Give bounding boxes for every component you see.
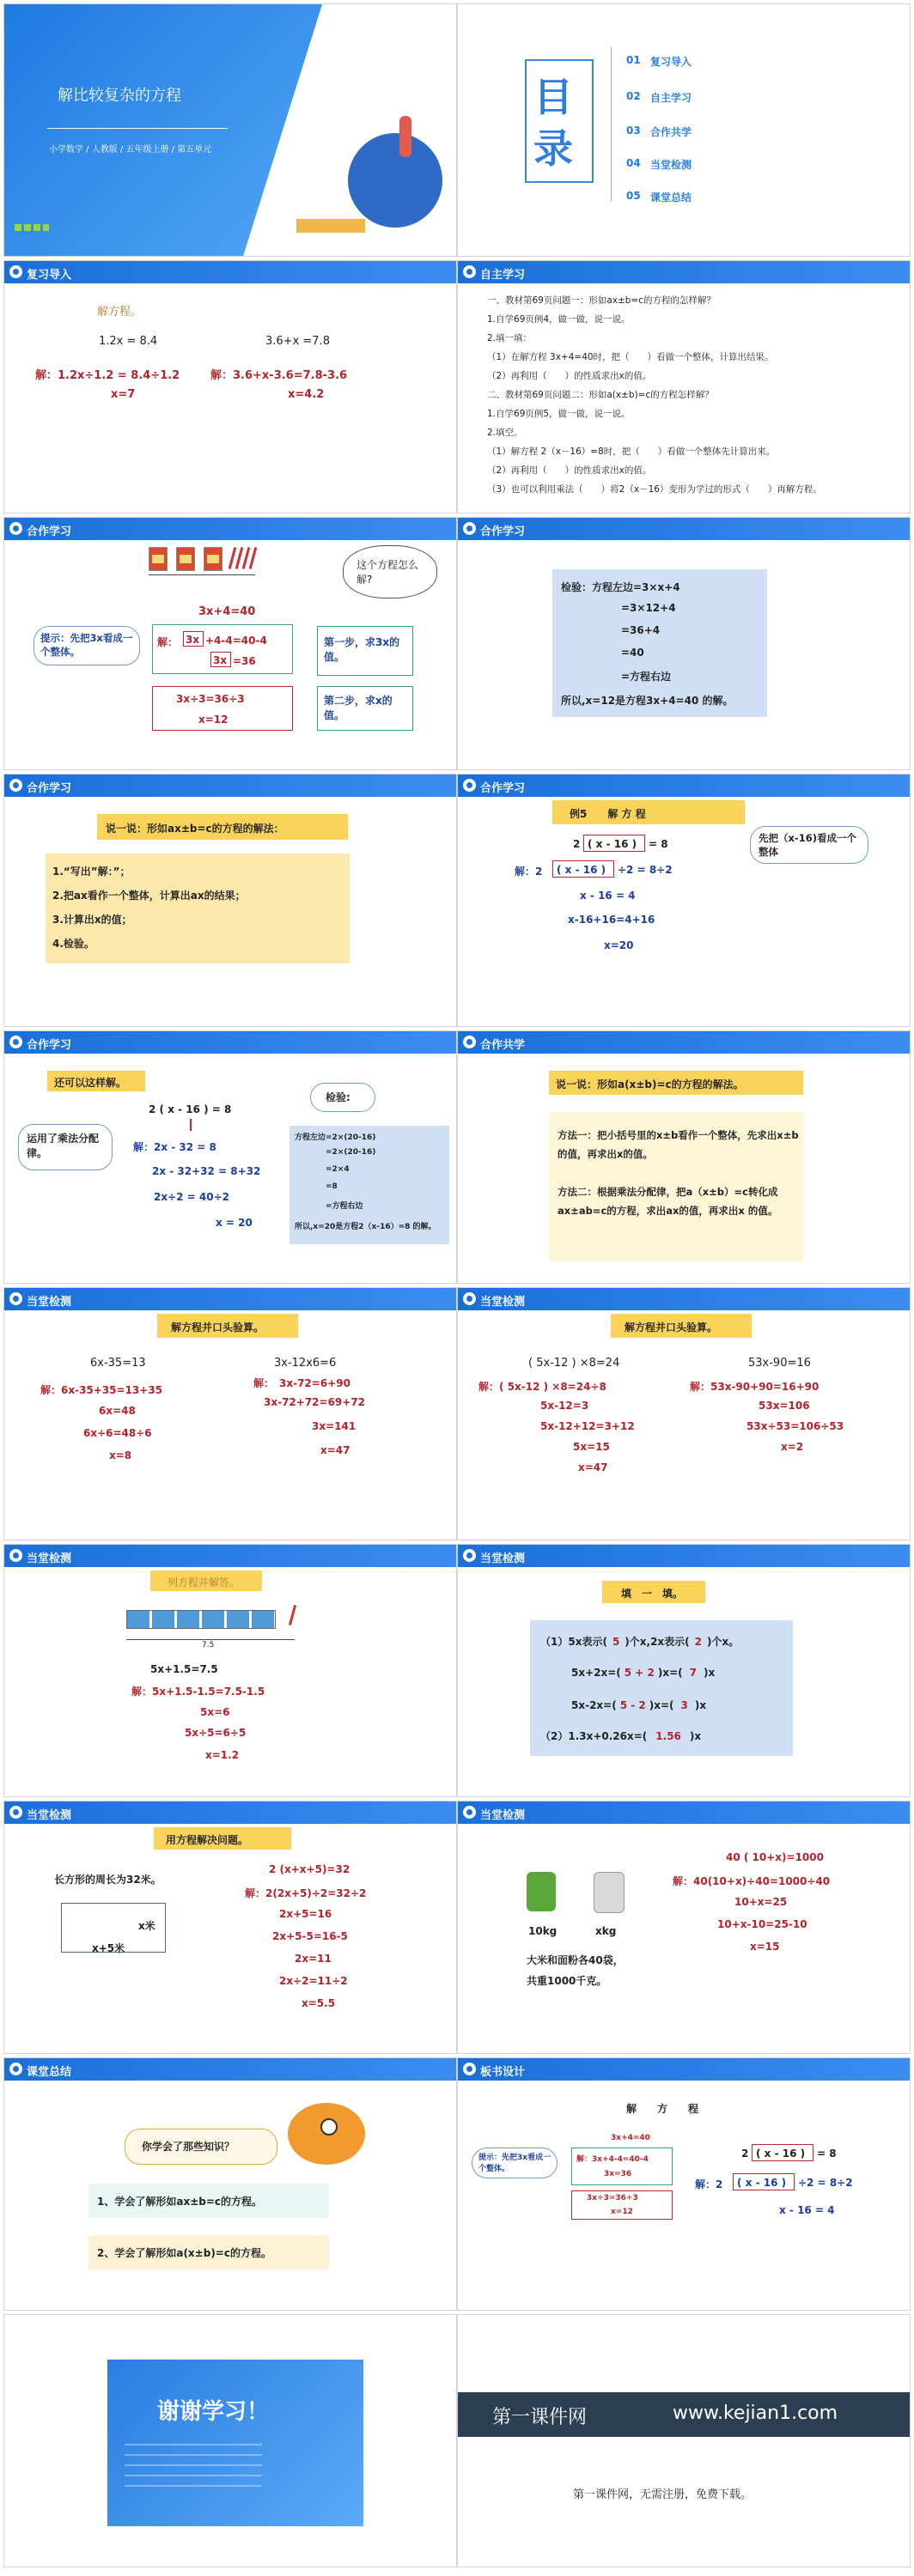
a-2: 6x=48: [99, 1405, 136, 1417]
slide-summary: [3, 2057, 457, 2311]
header-title: 复习导入: [27, 269, 72, 282]
header-title: 合作学习: [480, 526, 526, 538]
step-2: 2.把ax看作一个整体，计算出ax的结果；: [52, 890, 246, 902]
method-2: 方法二：根据乘法分配律，把a（x±b）=c转化成ax±ab=c的方程，求出ax的值，再求出x 的值。: [558, 1186, 778, 1217]
toc-num-1[interactable]: 01: [626, 54, 641, 66]
l1: 40 ( 10+x)=1000: [726, 1851, 824, 1863]
method-1: 方法一：把小括号里的x±b看作一个整体，先求出x±b的值，再求出x的值。: [558, 1129, 799, 1160]
j3: 3x÷3=36÷3: [176, 693, 245, 705]
check-5: =方程右边: [621, 671, 672, 683]
b-1: 解：53x-90+90=16+90: [690, 1381, 820, 1393]
toc-big-1: 目: [533, 74, 573, 120]
b-2: 53x=106: [759, 1400, 810, 1412]
cl-3: =2×4: [326, 1165, 350, 1174]
l2a: 解：2: [515, 866, 543, 878]
j4: x=12: [198, 714, 228, 726]
check-title: 检验:: [326, 1091, 350, 1103]
slide-coop-1: [3, 517, 457, 770]
book-icon: [149, 547, 168, 571]
slide-coop-3: [3, 774, 457, 1027]
a-1: 解：6x-35+35=13+35: [40, 1384, 163, 1396]
eq-2: 53x-90=16: [748, 1357, 811, 1370]
line-9: （1）解方程 2（x－16）=8时，把（ ）看做一个整体先计算出来。: [487, 447, 776, 457]
cl-1: 方程左边=2×(20-16): [295, 1133, 376, 1142]
j2: 3x=36: [604, 2170, 632, 2178]
toc-num-2[interactable]: 02: [626, 90, 641, 102]
book-icon: [176, 547, 195, 571]
line-10: （2）再利用（ ）的性质求出x的值。: [487, 465, 652, 476]
eq-1: ( 5x-12 ) ×8=24: [528, 1357, 620, 1370]
header-title: 合作共学: [480, 1039, 526, 1052]
a-4: x=8: [109, 1449, 132, 1461]
header-title: 板书设计: [480, 2066, 526, 2079]
arrow-mark: [190, 1119, 192, 1131]
r2b: ( x - 16 ): [737, 2177, 787, 2189]
student-figure: [399, 116, 411, 157]
caption-2: 共重1000千克。: [527, 1975, 607, 1987]
a-2: 5x-12=3: [540, 1400, 589, 1412]
header-title: 自主学习: [480, 269, 526, 282]
l5: x=20: [604, 939, 634, 951]
header-title: 合作学习: [27, 782, 72, 795]
pencil-icon: [249, 547, 258, 569]
r2c: ÷2 = 8÷2: [798, 2177, 853, 2189]
l1b: ( x - 16 ): [588, 838, 637, 850]
cl-5: =方程右边: [326, 1202, 363, 1211]
l5: x=15: [750, 1941, 780, 1953]
brand-url[interactable]: www.kejian1.com: [673, 2403, 838, 2424]
slide-coop-2: [457, 517, 911, 770]
slide-test-1: [3, 1287, 457, 1540]
slide-test-2: [457, 1287, 911, 1540]
header-title: 合作学习: [480, 782, 526, 795]
step-3: 3.计算出x的值；: [52, 914, 132, 926]
brand-note: 第一课件网，无需注册，免费下载。: [573, 2488, 753, 2501]
toc-num-4[interactable]: 04: [626, 157, 641, 169]
header-title: 当堂检测: [480, 1296, 526, 1309]
eq-2: 3x-12x6=6: [274, 1357, 337, 1370]
line-3: 2.填一填：: [487, 333, 533, 343]
slide-test-3: [3, 1544, 457, 1797]
pencil-icon: [289, 1605, 296, 1625]
book-icon: [204, 547, 222, 571]
toc-num-5[interactable]: 05: [626, 190, 641, 202]
slide-header: [458, 518, 910, 540]
title: 解方程并口头验算。: [625, 1321, 718, 1334]
header-title: 当堂检测: [480, 1809, 526, 1822]
toc-label-4[interactable]: 当堂检测: [650, 159, 692, 171]
a-3: 5x-12+12=3+12: [540, 1420, 635, 1432]
slide-header: [458, 1288, 910, 1310]
eq: 3x+4=40: [611, 2134, 650, 2142]
header-title: 课堂总结: [27, 2066, 72, 2079]
logo-icon: [463, 1806, 476, 1819]
line-8: 2.填空。: [487, 428, 523, 438]
a-5: x=47: [578, 1461, 608, 1473]
width-label: x米: [138, 1920, 155, 1932]
ans-1b: x=7: [111, 388, 136, 401]
logo-icon: [463, 779, 476, 792]
slide-thanks: [3, 2314, 457, 2567]
b-2: 3x-72+72=69+72: [264, 1396, 366, 1408]
slide-header: [4, 775, 456, 797]
question: 解方程。: [97, 306, 143, 319]
page-title: 解比较复杂的方程: [58, 87, 181, 105]
main-eq: 3x+4=40: [198, 605, 256, 618]
eq-2: 3.6+x =7.8: [265, 335, 330, 348]
fish-eye: [320, 2118, 338, 2136]
l5: 2x=11: [295, 1953, 332, 1965]
toc-label-1[interactable]: 复习导入: [650, 56, 692, 68]
length-label: x+5米: [92, 1942, 125, 1954]
slide-title: [3, 3, 457, 257]
slide-header: [4, 261, 456, 283]
slide-coop-5: [3, 1030, 457, 1284]
l4: 5x÷5=6÷5: [185, 1727, 247, 1739]
cl-end: 所以,x=20是方程2（x-16）=8 的解。: [295, 1223, 436, 1231]
l3: 2x - 32+32 = 8+32: [152, 1165, 261, 1177]
b-4: x=47: [320, 1444, 350, 1456]
books-stack: [296, 219, 365, 233]
line-4: （1）在解方程 3x+4=40时，把（ ）看做一个整体，计算出结果。: [487, 352, 774, 362]
l5: x = 20: [216, 1217, 253, 1229]
l3: 2x+5=16: [279, 1908, 332, 1920]
check-1: 检验：方程左边=3×x+4: [561, 581, 680, 593]
flour-bag-icon: [594, 1872, 625, 1913]
line-11: （3）也可以利用乘法（ ）将2（x－16）变形为学过的形式（ ）再解方程。: [487, 484, 822, 495]
l2: 解：2x - 32 = 8: [133, 1141, 216, 1153]
l2b: ( x - 16 ): [557, 864, 606, 876]
l2: 解：40(10+x)÷40=1000÷40: [673, 1875, 831, 1887]
logo-icon: [463, 1036, 476, 1048]
a-1: 解：( 5x-12 ) ×8=24÷8: [478, 1381, 606, 1393]
check-6: 所以,x=12是方程3x+4=40 的解。: [561, 695, 734, 707]
logo-icon: [463, 265, 476, 278]
measure-line: [126, 1639, 295, 1640]
j1-rest: +4-4=40-4: [205, 635, 267, 647]
j1-3x: 3x: [186, 634, 200, 646]
logo-icon: [9, 265, 22, 278]
b-3: 3x=141: [312, 1420, 356, 1432]
slide-brand: [457, 2314, 911, 2567]
title: 填 一 填。: [621, 1588, 684, 1600]
dots-decor: [15, 224, 49, 231]
slide-contents: [457, 3, 911, 257]
a-3: 6x÷6=48÷6: [83, 1427, 152, 1439]
l1: 2 (x+x+5)=32: [269, 1863, 350, 1875]
logo-icon: [463, 2063, 476, 2075]
eq-1: 1.2x = 8.4: [99, 335, 158, 348]
thanks-placeholder-lines: [125, 2444, 262, 2495]
thanks-title: 谢谢学习！: [157, 2399, 270, 2425]
header-title: 当堂检测: [27, 1809, 72, 1822]
l3: 10+x=25: [734, 1896, 788, 1908]
logo-icon: [463, 522, 476, 535]
l5: x=1.2: [205, 1749, 240, 1761]
slide-header: [4, 1031, 456, 1054]
header-title: 合作学习: [27, 526, 72, 538]
cloud-text: 这个方程怎么解?: [356, 559, 419, 586]
r4: （2）1.3x+0.26x=( 1.56 )x: [540, 1730, 702, 1742]
slide-header: [4, 518, 456, 540]
item-row: [126, 1610, 276, 1629]
header-title: 当堂检测: [27, 1552, 72, 1565]
perimeter: 长方形的周长为32米。: [54, 1874, 161, 1886]
check-2: =3×12+4: [621, 602, 676, 614]
ans-2b: x=4.2: [288, 388, 325, 401]
a-4: 5x=15: [573, 1441, 610, 1453]
eq-1: 6x-35=13: [90, 1357, 146, 1370]
slide-header: [458, 2058, 910, 2081]
slide-test-6: [457, 1801, 911, 2054]
toc-num-3[interactable]: 03: [626, 125, 641, 137]
header-title: 合作学习: [27, 1039, 72, 1052]
l4: 10+x-10=25-10: [717, 1918, 807, 1930]
line-2: 1.自学69页例4，做一做，说一说。: [487, 314, 631, 325]
step-1: 1.“写出”解：”；: [52, 866, 131, 878]
thanks-panel: [107, 2360, 363, 2526]
logo-icon: [9, 779, 22, 792]
l2: 解：2(2x+5)÷2=32÷2: [245, 1887, 367, 1899]
toc-label-3[interactable]: 合作共学: [650, 126, 692, 138]
l1c: = 8: [649, 838, 668, 850]
l3: x - 16 = 4: [580, 890, 636, 902]
brand-name: 第一课件网: [492, 2407, 588, 2428]
logo-icon: [9, 1549, 22, 1562]
toc-big-2: 录: [533, 125, 573, 172]
b-1: 解： 3x-72=6+90: [253, 1377, 350, 1389]
page-subtitle: 小学数学 / 人教版 / 五年级上册 / 第五单元: [49, 145, 212, 155]
line-6: 二、教材第69页问题二：形如a(x±b)=c的方程怎样解？: [487, 390, 714, 400]
title-line: [47, 128, 228, 129]
logo-icon: [463, 1549, 476, 1562]
j4: x=12: [611, 2208, 633, 2216]
slide-header: [458, 1545, 910, 1567]
title: 说一说：形如ax±b=c的方程的解法：: [106, 823, 284, 835]
r1: 2: [741, 2148, 749, 2160]
r3: 5x-2x=( 5 - 2 )x=( 3 )x: [571, 1699, 707, 1711]
step2-label: 第二步，求x的值。: [324, 695, 393, 721]
l1a: 2: [573, 838, 581, 850]
header-title: 当堂检测: [480, 1552, 526, 1565]
toc-divider: [611, 47, 612, 202]
logo-icon: [9, 522, 22, 535]
slide-coop-6: [457, 1030, 911, 1284]
slide-header: [458, 775, 910, 797]
slide-test-4: [457, 1544, 911, 1797]
r2: 5x+2x=( 5 + 2 )x=( 7 )x: [571, 1667, 716, 1679]
slide-header: [458, 1801, 910, 1824]
j1-prefix: 解：: [157, 636, 179, 648]
step1-label: 第一步，求3x的值。: [324, 636, 400, 663]
step-4: 4.检验。: [52, 938, 94, 950]
rice-bag-icon: [527, 1872, 556, 1911]
title: 列方程并解答。: [168, 1577, 241, 1589]
l2c: ÷2 = 8÷2: [618, 864, 673, 876]
slide-test-5: [3, 1801, 457, 2054]
l1: 2 ( x - 16 ) = 8: [149, 1103, 232, 1115]
title: 用方程解决问题。: [166, 1834, 249, 1846]
title-panel: [4, 4, 322, 257]
logo-icon: [9, 1806, 22, 1819]
logo-icon: [9, 2063, 22, 2075]
measure-line: [149, 574, 255, 575]
note: 运用了乘法分配律。: [27, 1133, 100, 1159]
l4: x-16+16=4+16: [568, 914, 655, 926]
line-5: （2）再利用（ ）的性质求出x的值。: [487, 371, 652, 381]
slide-board: [457, 2057, 911, 2311]
slide-header: [458, 261, 910, 283]
tip-text: 提示：先把3x看成一个整体。: [40, 632, 133, 658]
slide-header: [458, 1031, 910, 1054]
cl-2: =2×(20-16): [326, 1148, 376, 1157]
slide-coop-4: [457, 774, 911, 1027]
j2-3x: 3x: [213, 654, 228, 666]
l2: 解：5x+1.5-1.5=7.5-1.5: [131, 1686, 265, 1698]
b-4: x=2: [781, 1441, 804, 1453]
caption-1: 大米和面粉各40袋，: [527, 1954, 624, 1966]
line-1: 一、教材第69页问题一：形如ax±b=c的方程的怎样解？: [487, 295, 716, 306]
title: 还可以这样解。: [54, 1077, 127, 1089]
logo-icon: [463, 1292, 476, 1305]
globe-illustration: [348, 133, 442, 228]
slide-selfstudy: [457, 260, 911, 513]
rice-weight: 10kg: [528, 1925, 558, 1937]
logo-icon: [9, 1292, 22, 1305]
title: 解 方 程: [626, 2103, 699, 2115]
r3: x - 16 = 4: [779, 2204, 835, 2216]
title: 说一说：形如a(x±b)=c的方程的解法。: [556, 1078, 744, 1091]
j2-rest: =36: [233, 655, 256, 667]
b-3: 53x÷53=106÷53: [746, 1420, 844, 1432]
slide-header: [4, 1801, 456, 1824]
r2: 解：2: [695, 2178, 723, 2190]
l4: 2x+5-5=16-5: [272, 1930, 348, 1942]
j1: 解：3x+4-4=40-4: [576, 2155, 649, 2164]
slide-header: [4, 1288, 456, 1310]
tip: 提示：先把3x看成一个整体。: [478, 2154, 551, 2173]
answer-2: 2、学会了解形如a(x±b)=c的方程。: [97, 2247, 271, 2259]
note: 先把（x-16)看成一个整体: [759, 832, 856, 858]
ans-1: 解：1.2x÷1.2 = 8.4÷1.2: [35, 369, 180, 382]
toc-label-5[interactable]: 课堂总结: [650, 191, 692, 204]
l3: 5x=6: [200, 1706, 230, 1718]
check-3: =36+4: [621, 624, 661, 636]
r1b: ( x - 16 ): [756, 2148, 806, 2160]
title: 解方程并口头验算。: [171, 1321, 265, 1334]
flour-weight: xkg: [595, 1925, 617, 1937]
total-length: 7.5: [202, 1641, 215, 1649]
title: 例5 解 方 程: [570, 808, 646, 820]
l1: 5x+1.5=7.5: [150, 1663, 218, 1675]
question: 你学会了那些知识？: [142, 2141, 235, 2153]
l6: 2x÷2=11÷2: [279, 1975, 348, 1987]
answer-1: 1、学会了解形如ax±b=c的方程。: [97, 2196, 263, 2208]
slide-header: [4, 2058, 456, 2081]
slide-review: [3, 260, 457, 513]
logo-icon: [9, 1036, 22, 1048]
l7: x=5.5: [302, 1997, 336, 2009]
r1: （1）5x表示( 5 )个x,2x表示( 2 )个x。: [540, 1636, 740, 1648]
check-4: =40: [621, 647, 644, 659]
slide-header: [4, 1545, 456, 1567]
ans-2: 解：3.6+x-3.6=7.8-3.6: [210, 369, 348, 382]
toc-label-2[interactable]: 自主学习: [650, 92, 692, 104]
l4: 2x÷2 = 40÷2: [154, 1191, 230, 1203]
j3: 3x÷3=36÷3: [587, 2194, 638, 2202]
r1c: = 8: [817, 2148, 837, 2160]
line-7: 1.自学69页例5，做一做，说一说。: [487, 409, 631, 419]
header-title: 当堂检测: [27, 1296, 72, 1309]
cl-4: =8: [326, 1182, 338, 1191]
